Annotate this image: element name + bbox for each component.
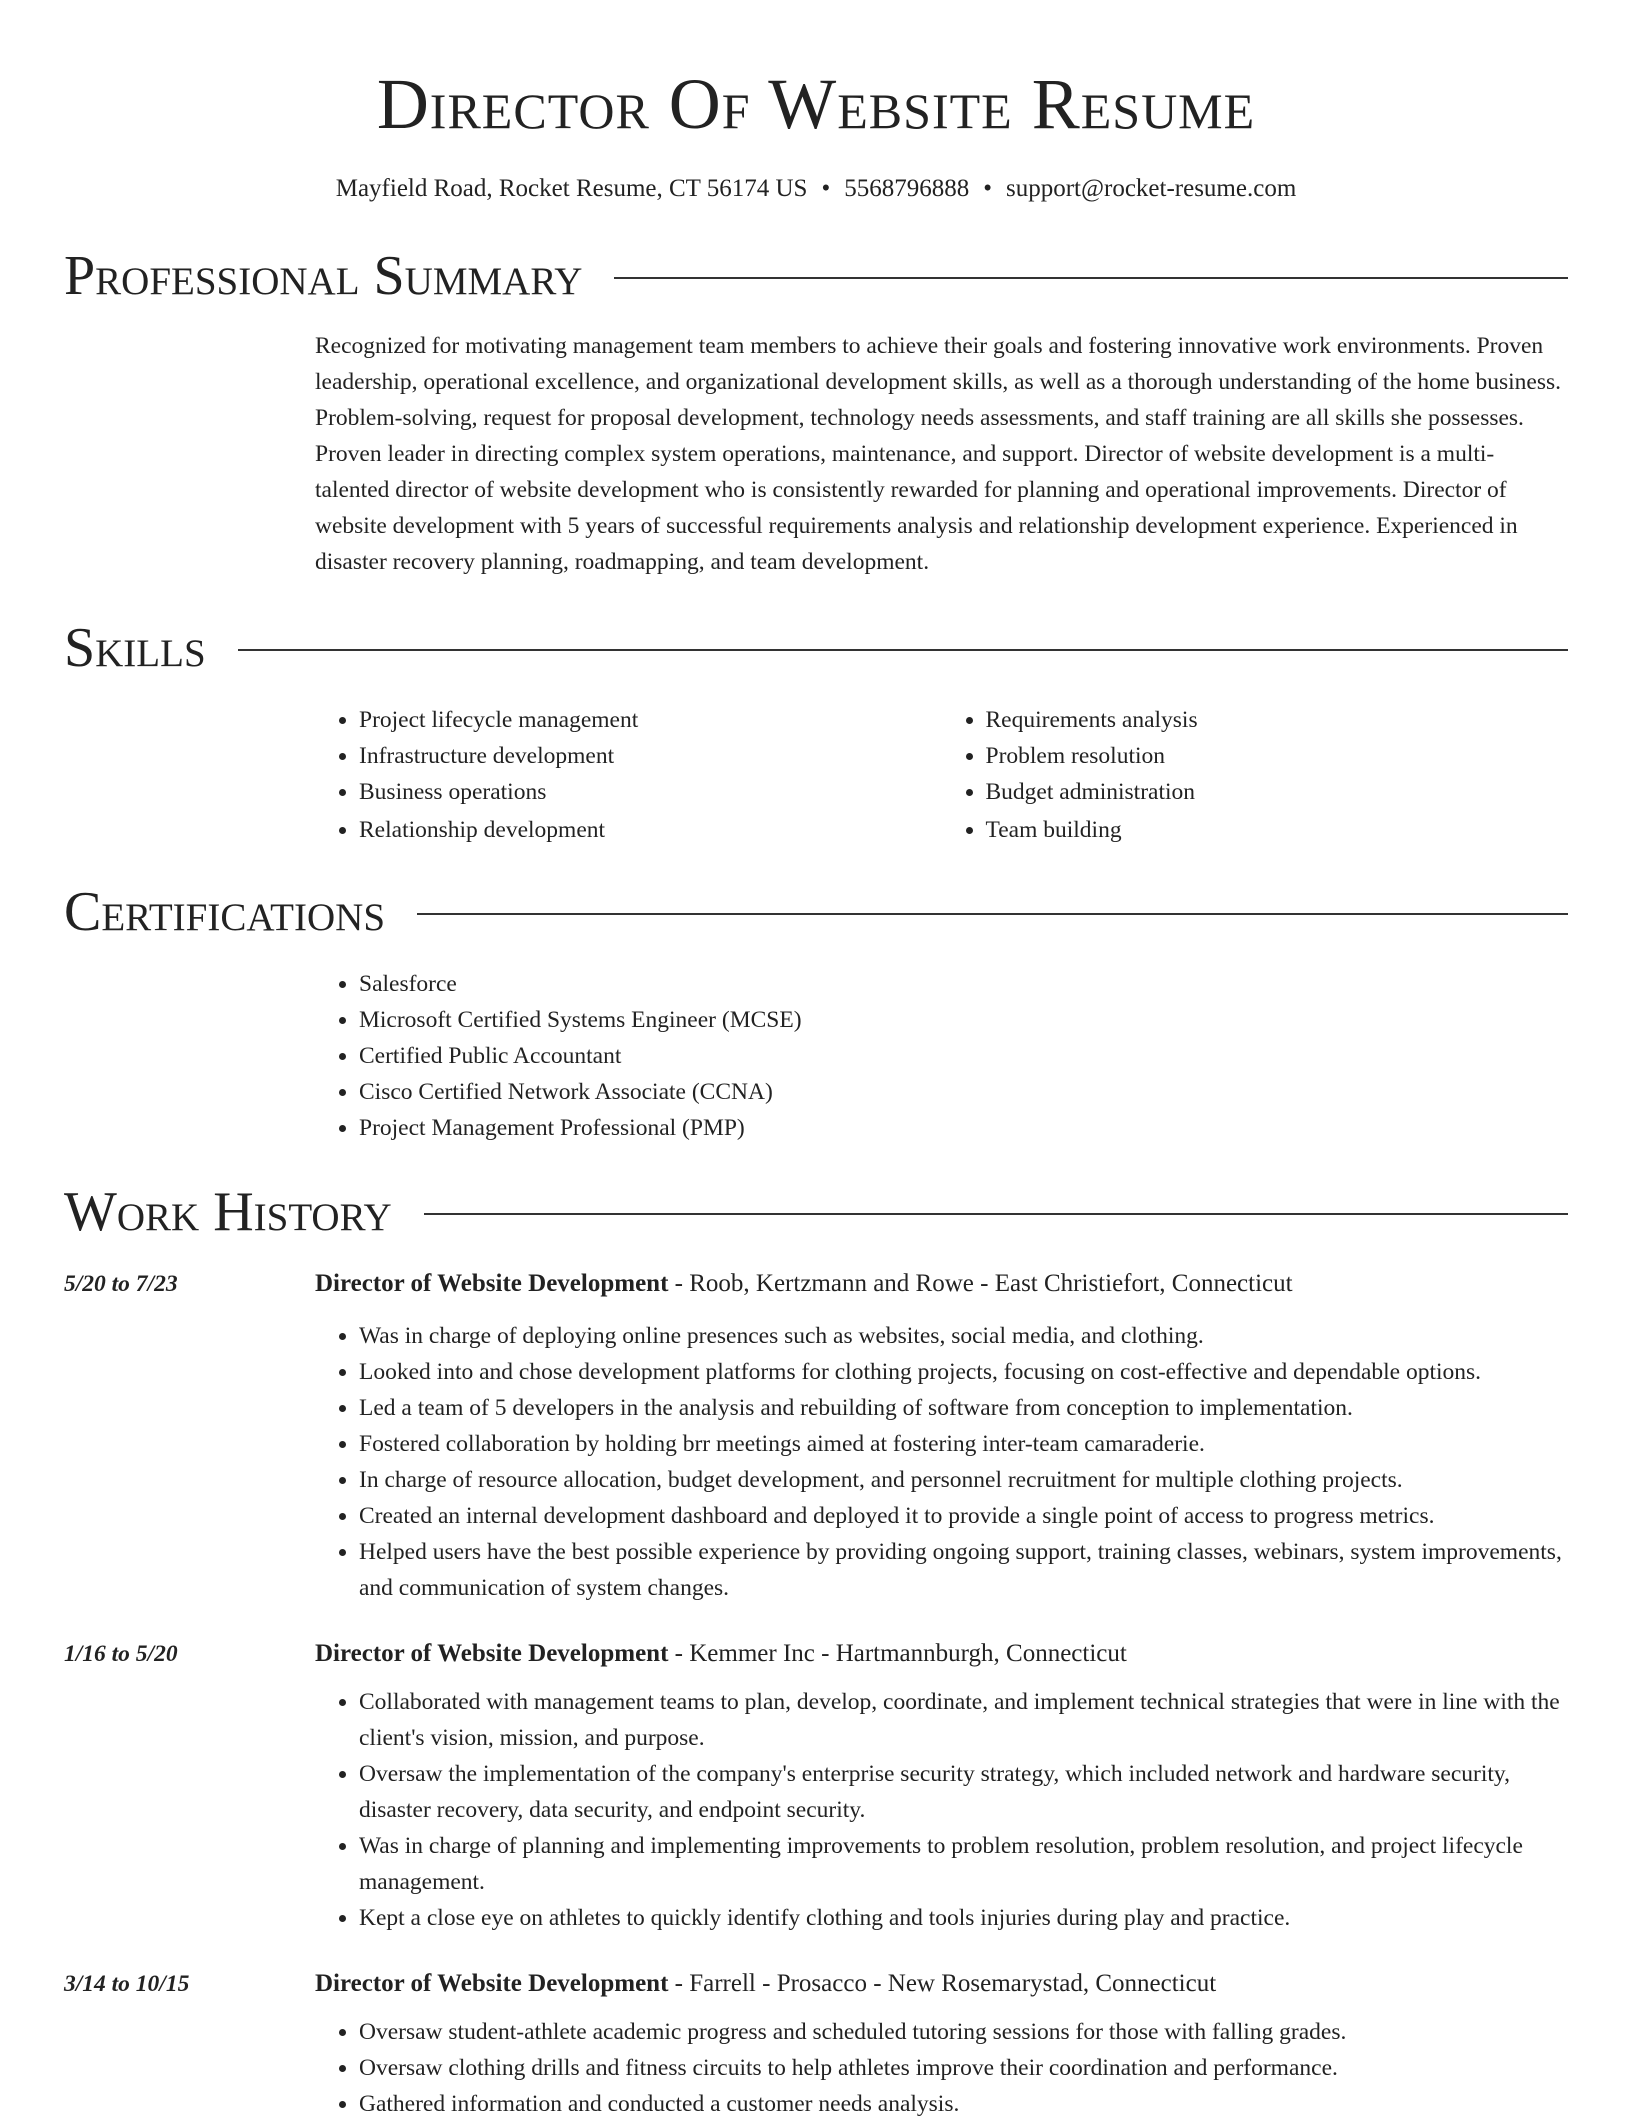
contact-email: support@rocket-resume.com: [1005, 175, 1297, 202]
job-entry: [64, 1636, 1568, 1936]
certification-item: • Certified Public Accountant: [359, 1038, 1568, 1074]
skill-item: • Problem resolution: [986, 738, 1569, 774]
summary-section-header: [64, 244, 1568, 308]
job-bullet: • Led a team of 5 developers in the analysis and rebuilding of software from conception to implementation.: [359, 1390, 1568, 1426]
job-bullet: • Oversaw the implementation of the company's enterprise security strategy, which included network and hardware security, disaster recovery, data security, and endpoint security.: [359, 1756, 1568, 1828]
job-details: [315, 1966, 1568, 2122]
job-dates: 1/16 to 5/20: [64, 1641, 178, 1667]
job-details: [315, 1636, 1568, 1936]
resume-page: [64, 0, 1568, 2122]
job-bullet: • Fostered collaboration by holding brr meetings aimed at fostering inter-team camaraderie.: [359, 1426, 1568, 1462]
job-bullet: • Created an internal development dashboard and deployed it to provide a single point of access to progress metrics.: [359, 1498, 1568, 1534]
skill-item: • Business operations: [359, 774, 942, 810]
job-bullets: [315, 1318, 1568, 1606]
contact-separator: •: [983, 175, 992, 202]
skill-item: • Team building: [986, 812, 1569, 848]
job-employer: - Roob, Kertzmann and Rowe - East Christiefort, Connecticut: [668, 1270, 1293, 1297]
skills-left-column: [315, 702, 942, 848]
contact-phone: 5568796888: [844, 175, 970, 202]
work-history-heading: Work History: [64, 1181, 392, 1243]
job-role: Director of Website Development: [315, 1270, 669, 1297]
contact-address: Mayfield Road, Rocket Resume, CT 56174 US: [335, 175, 808, 202]
summary-heading: Professional Summary: [64, 245, 583, 307]
certification-item: • Salesforce: [359, 966, 1568, 1002]
job-bullet: • Collaborated with management teams to plan, develop, coordinate, and implement technical strategies that were in line with the client's vision, mission, and purpose.: [359, 1684, 1568, 1756]
job-bullet: • Gathered information and conducted a customer needs analysis.: [359, 2086, 1568, 2122]
work-history-list: [64, 1266, 1568, 2122]
job-bullets: [315, 1684, 1568, 1936]
job-employer: - Kemmer Inc - Hartmannburgh, Connecticut: [668, 1640, 1127, 1667]
skills-list: [315, 702, 1568, 848]
section-divider: [614, 277, 1568, 279]
certification-item: • Microsoft Certified Systems Engineer (MCSE): [359, 1002, 1568, 1038]
skill-item: • Requirements analysis: [986, 702, 1569, 738]
job-role: Director of Website Development: [315, 1640, 669, 1667]
resume-title: Director Of Website Resume: [376, 64, 1256, 144]
job-bullets: [315, 2014, 1568, 2122]
job-bullet: • Was in charge of planning and implementing improvements to problem resolution, problem resolution, and project lifecycle management.: [359, 1828, 1568, 1900]
section-divider: [238, 649, 1568, 651]
job-bullet: • Oversaw student-athlete academic progress and scheduled tutoring sessions for those with falling grades.: [359, 2014, 1568, 2050]
job-entry: [64, 1266, 1568, 1606]
skills-section-header: [64, 616, 1568, 680]
job-employer: - Farrell - Prosacco - New Rosemarystad, Connecticut: [668, 1970, 1217, 1997]
contact-separator: •: [821, 175, 831, 202]
job-bullet: • Looked into and chose development platforms for clothing projects, focusing on cost-effective and dependable options.: [359, 1354, 1568, 1390]
skill-item: • Budget administration: [986, 774, 1569, 810]
section-divider: [424, 1213, 1568, 1215]
skills-right-column: [942, 702, 1569, 848]
certifications-heading: Certifications: [64, 881, 386, 943]
work-history-section-header: [64, 1180, 1568, 1244]
skill-item: • Project lifecycle management: [359, 702, 942, 738]
job-bullet: • Helped users have the best possible experience by providing ongoing support, training classes, webinars, system improvements, and communication of system changes.: [359, 1534, 1568, 1606]
job-dates: 5/20 to 7/23: [64, 1271, 178, 1297]
job-bullet: • Oversaw clothing drills and fitness circuits to help athletes improve their coordination and performance.: [359, 2050, 1568, 2086]
certification-item: • Project Management Professional (PMP): [359, 1110, 1568, 1146]
job-title-line: [315, 1966, 1568, 2002]
certification-item: • Cisco Certified Network Associate (CCNA): [359, 1074, 1568, 1110]
skill-item: • Infrastructure development: [359, 738, 942, 774]
contact-line: [64, 172, 1568, 206]
job-title-line: [315, 1636, 1568, 1672]
job-title-line: [315, 1266, 1568, 1302]
job-bullet: • In charge of resource allocation, budget development, and personnel recruitment for multiple clothing projects.: [359, 1462, 1568, 1498]
section-divider: [417, 913, 1568, 915]
job-dates: 3/14 to 10/15: [64, 1971, 190, 1997]
job-role: Director of Website Development: [315, 1970, 669, 1997]
summary-text: Recognized for motivating management team members to achieve their goals and fostering innovative work environments. Proven leadership, operational excellence, and organizational development skills, as well as a thorough understanding of the home business. Problem-solving, request for proposal development, technology needs assessments, and staff training are all skills she possesses. Proven leader in directing complex system operations, maintenance, and support. Director of website development is a multi-talented director of website development who is consistently rewarded for planning and operational improvements. Director of website development with 5 years of successful requirements analysis and relationship development experience. Experienced in disaster recovery planning, roadmapping, and team development.: [315, 333, 1562, 575]
skills-heading: Skills: [64, 617, 206, 679]
job-entry: [64, 1966, 1568, 2122]
job-details: [315, 1266, 1568, 1606]
job-bullet: • Was in charge of deploying online presences such as websites, social media, and clothing.: [359, 1318, 1568, 1354]
certifications-section-header: [64, 880, 1568, 944]
skill-item: • Relationship development: [359, 812, 942, 848]
job-bullet: • Kept a close eye on athletes to quickly identify clothing and tools injuries during play and practice.: [359, 1900, 1568, 1936]
certifications-list: [315, 966, 1568, 1146]
